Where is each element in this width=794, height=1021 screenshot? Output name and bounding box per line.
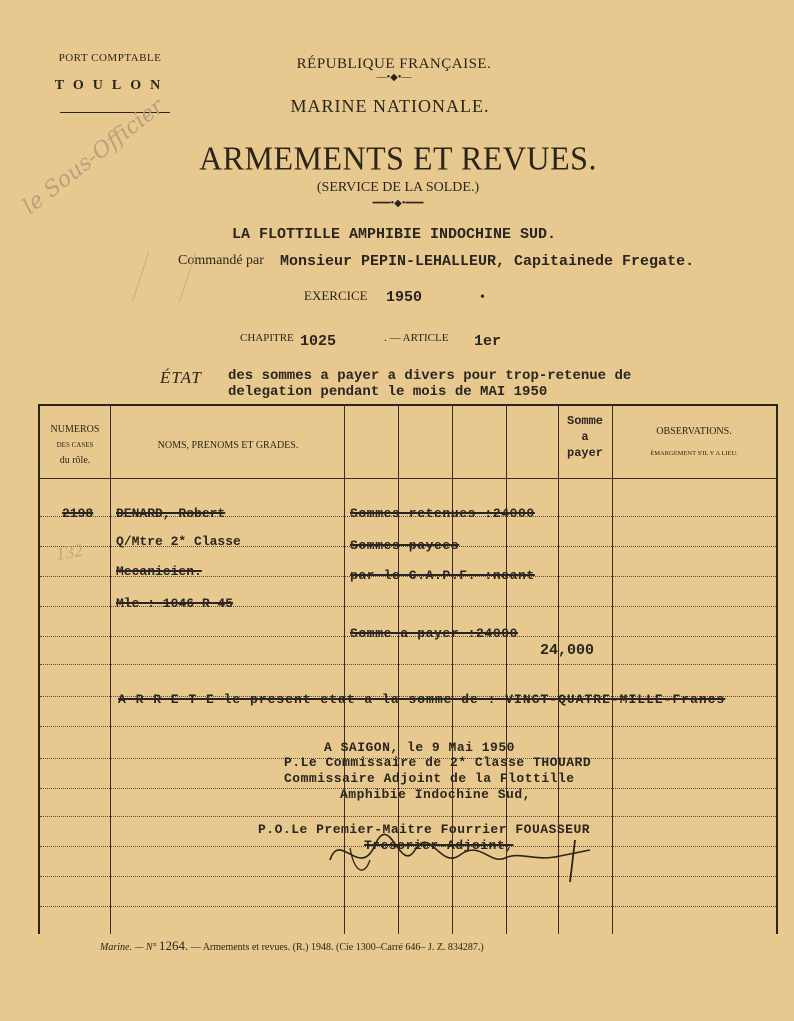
signature	[320, 820, 610, 890]
col-header-noms: NOMS, PRENOMS ET GRADES.	[157, 440, 299, 451]
col-header-numeros-role: du rôle.	[59, 455, 91, 466]
exercise-year: 1950	[386, 289, 423, 306]
handwritten-bracket	[132, 252, 196, 302]
signatory-line-d: P.O.Le Premier-Maitre Fourrier FOUASSEUR	[258, 822, 591, 837]
signatory-line-a: P.Le Commissaire de 2* Classe THOUARD	[284, 755, 592, 770]
chapter-value: 1025	[300, 333, 337, 350]
signatory-line-e: Tresorier-Adjoint,	[364, 838, 514, 853]
table-left-border	[38, 404, 40, 934]
entry-specialty: Mecanicien.	[116, 564, 202, 579]
entry-line-retenues: Sommes retenues :24000	[350, 506, 535, 521]
etat-label: ÉTAT	[160, 368, 202, 387]
handwritten-margin-note: le Sous-Officier	[18, 94, 169, 220]
footer-prefix: Marine. — N°	[100, 942, 157, 953]
case-number: 2198	[62, 506, 94, 521]
col-header-numeros: NUMEROS	[50, 424, 100, 435]
arrete-line: A R R E T E le present etat a la somme de : VINGT-QUATRE-MILLE-Francs	[118, 692, 726, 707]
document-subtitle: (SERVICE DE LA SOLDE.)	[316, 180, 480, 195]
etat-line-1: des sommes a payer a divers pour trop-retenue de	[228, 368, 632, 384]
entry-amount: 24,000	[540, 642, 595, 659]
exercise-label: EXERCICE	[304, 288, 368, 303]
header-row-divider	[38, 478, 778, 479]
unit-name: LA FLOTTILLE AMPHIBIE INDOCHINE SUD.	[232, 226, 557, 243]
col-divider-7	[612, 404, 613, 934]
port-label: PORT COMPTABLE	[58, 52, 162, 64]
table-right-border	[776, 404, 778, 934]
commanded-prefix: Commandé par	[178, 253, 264, 268]
col-header-emargement: ÉMARGEMENT S'IL Y A LIEU.	[650, 450, 738, 457]
place-date: A SAIGON, le 9 Mai 1950	[324, 740, 515, 755]
entry-name: DENARD, Robert	[116, 506, 226, 521]
signatory-line-c: Amphibie Indochine Sud,	[340, 787, 531, 802]
table-top-border	[38, 404, 778, 406]
row-line	[40, 816, 776, 817]
entry-line-capf: par le C.A.P.F. :neant	[350, 568, 535, 583]
entry-line-a-payer: Somme a payer :24000	[350, 626, 519, 641]
footer-form-number: 1264.	[159, 938, 189, 953]
row-line	[40, 726, 776, 727]
ornament-2: ━━━•◆•━━━	[372, 198, 424, 209]
row-line	[40, 664, 776, 665]
col-header-observations: OBSERVATIONS.	[656, 426, 732, 437]
ornament-1: —•◆•—	[376, 72, 412, 83]
article-value: 1er	[474, 333, 502, 350]
entry-line-payees: Sommes payees	[350, 538, 460, 553]
stamp-number: 132	[54, 539, 85, 565]
entry-matricule: Mle : 1046 R 45	[116, 596, 234, 611]
service-heading: MARINE NATIONALE.	[290, 96, 490, 116]
footer	[100, 938, 484, 954]
col-divider-1	[110, 404, 111, 934]
footer-text: — Armements et revues. (R.) 1948. (Cie 1300–Carré 646– J. Z. 834287.)	[190, 942, 484, 953]
col-header-somme-payer: payer	[566, 446, 604, 460]
document-title: ARMEMENTS ET REVUES.	[199, 139, 597, 177]
republic-heading: RÉPUBLIQUE FRANÇAISE.	[296, 56, 492, 72]
chapter-label: CHAPITRE	[240, 332, 294, 344]
col-header-somme-a: a	[581, 430, 589, 444]
entry-grade: Q/Mtre 2* Classe	[116, 534, 241, 549]
commander-name: Monsieur PEPIN-LEHALLEUR, Capitainede Fregate.	[280, 253, 695, 270]
article-label: . — ARTICLE	[384, 332, 449, 344]
col-header-numeros-sub: DES CASES	[56, 441, 94, 449]
etat-line-2: delegation pendant le mois de MAI 1950	[228, 384, 548, 400]
port-city: TOULON	[54, 78, 170, 93]
col-header-somme: Somme	[566, 414, 604, 428]
dot-mark: •	[480, 290, 485, 305]
signatory-line-b: Commissaire Adjoint de la Flottille	[284, 771, 575, 786]
row-line	[40, 906, 776, 907]
